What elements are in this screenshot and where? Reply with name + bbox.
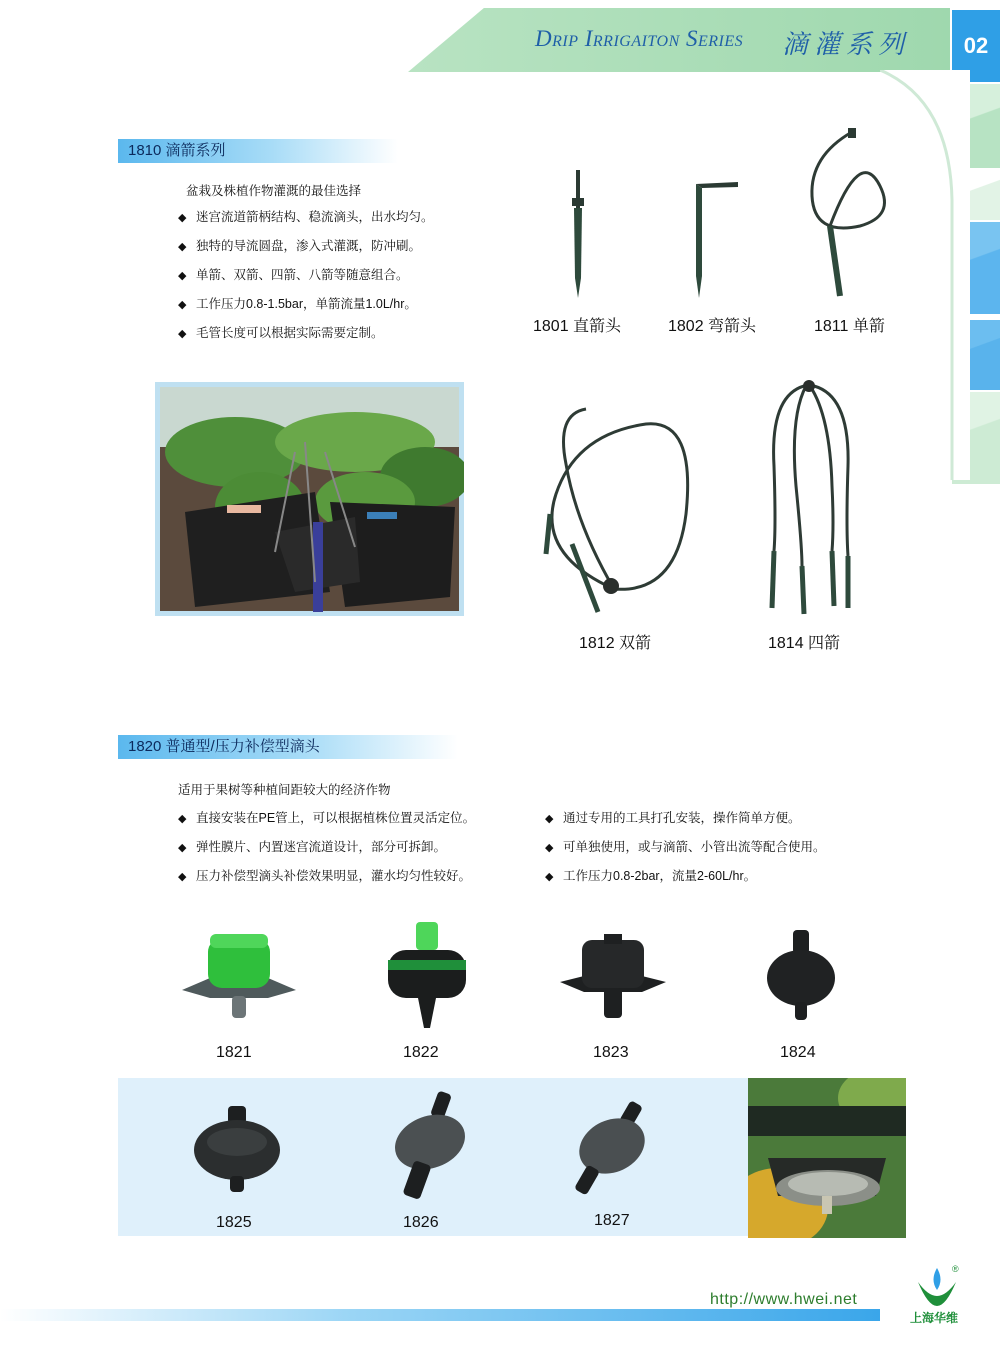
section2-bullet-right	[545, 866, 756, 884]
diamond-icon: ◆	[545, 813, 554, 825]
header-title-en: Drip Irrigaiton Series	[535, 26, 744, 51]
footer-band	[0, 1309, 880, 1321]
section2-intro: 适用于果树等种植间距较大的经济作物	[178, 782, 391, 797]
dripper-1801-image	[560, 168, 596, 300]
product-label-1823: 1823	[593, 1044, 629, 1061]
product-label-1826: 1826	[403, 1214, 439, 1231]
bullet-text: 单箭、双箭、四箭、八箭等随意组合。	[196, 268, 409, 282]
diamond-icon: ◆	[178, 241, 187, 253]
emitter-1821-image	[180, 928, 298, 1022]
section1-bullet	[178, 323, 384, 341]
diamond-icon: ◆	[545, 871, 554, 883]
dripper-1812-image	[536, 404, 696, 618]
bullet-text: 工作压力0.8-2bar，流量2-60L/hr。	[563, 869, 757, 883]
section1-bullet	[178, 207, 434, 225]
bullet-text: 工作压力0.8-1.5bar，单箭流量1.0L/hr。	[196, 297, 417, 311]
diamond-icon: ◆	[178, 871, 187, 883]
section1-heading: 1810 滴箭系列	[118, 139, 398, 163]
bullet-text: 弹性膜片、内置迷宫流道设计，部分可拆卸。	[196, 840, 447, 854]
diamond-icon: ◆	[178, 270, 187, 282]
section2-bullet-left	[178, 866, 471, 884]
product-label-1814: 1814 四箭	[768, 635, 841, 652]
emitter-1824-image	[765, 928, 837, 1022]
product-label-1822: 1822	[403, 1044, 439, 1061]
diamond-icon: ◆	[178, 813, 187, 825]
diamond-icon: ◆	[178, 299, 187, 311]
bullet-text: 通过专用的工具打孔安装，操作简单方便。	[563, 811, 801, 825]
emitter-1825-image	[192, 1104, 282, 1194]
diamond-icon: ◆	[178, 842, 187, 854]
dripper-1811-image	[800, 126, 896, 306]
product-label-1827: 1827	[594, 1212, 630, 1229]
diamond-icon: ◆	[545, 842, 554, 854]
section2-bullet-left	[178, 837, 446, 855]
dripper-1802-image	[688, 176, 744, 300]
product-label-1802: 1802 弯箭头	[668, 318, 757, 335]
emitter-1822-image	[384, 920, 470, 1030]
bullet-text: 直接安装在PE管上，可以根据植株位置灵活定位。	[196, 811, 476, 825]
emitter-1827-image	[572, 1098, 660, 1198]
section1-bullet	[178, 236, 421, 254]
emitter-1826-image	[388, 1090, 472, 1202]
product-label-1821: 1821	[216, 1044, 252, 1061]
product-label-1811: 1811 单箭	[814, 318, 885, 335]
section2-bullet-right	[545, 837, 826, 855]
bullet-text: 迷宫流道箭柄结构、稳流滴头，出水均匀。	[196, 210, 434, 224]
bullet-text: 独特的导流圆盘，渗入式灌溉，防冲刷。	[196, 239, 422, 253]
greenhouse-photo	[155, 382, 464, 616]
section1-intro: 盆栽及株植作物灌溉的最佳选择	[186, 183, 362, 198]
section2-heading: 1820 普通型/压力补偿型滴头	[118, 735, 458, 759]
dripper-1814-image	[760, 376, 860, 616]
website-url[interactable]: http://www.hwei.net	[710, 1291, 858, 1308]
product-label-1812: 1812 双箭	[579, 635, 652, 652]
registered-mark: ®	[952, 1264, 959, 1274]
page-number: 02	[952, 10, 1000, 82]
section1-bullet	[178, 265, 409, 283]
logo-text: 上海华维	[910, 1311, 959, 1325]
diamond-icon: ◆	[178, 328, 187, 340]
bullet-text: 压力补偿型滴头补偿效果明显，灌水均匀性较好。	[196, 869, 472, 883]
emitter-closeup-photo	[748, 1078, 906, 1238]
diamond-icon: ◆	[178, 212, 187, 224]
product-label-1801: 1801 直箭头	[533, 318, 622, 335]
bullet-text: 毛管长度可以根据实际需要定制。	[196, 326, 384, 340]
product-label-1825: 1825	[216, 1214, 252, 1231]
product-label-1824: 1824	[780, 1044, 816, 1061]
section2-bullet-right	[545, 808, 801, 826]
bullet-text: 可单独使用，或与滴箭、小管出流等配合使用。	[563, 840, 826, 854]
section2-bullet-left	[178, 808, 475, 826]
emitter-1823-image	[558, 932, 668, 1020]
section1-bullet	[178, 294, 417, 312]
header-title-cn: 滴灌系列	[782, 30, 911, 60]
